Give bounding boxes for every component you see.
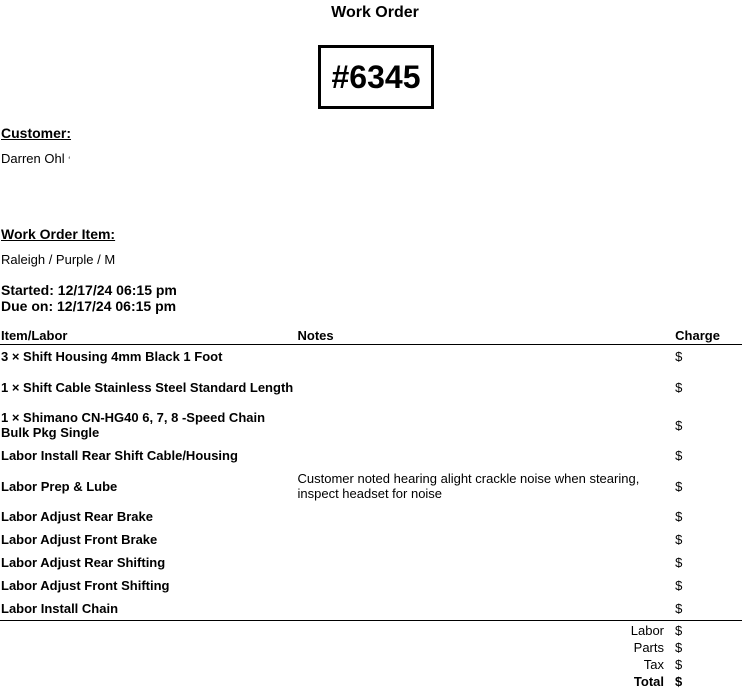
column-header-item: Item/Labor bbox=[0, 326, 297, 345]
table-row bbox=[0, 574, 742, 597]
row-notes bbox=[297, 574, 675, 597]
row-item: Labor Adjust Front Shifting bbox=[1, 578, 170, 593]
document-title: Work Order bbox=[331, 4, 419, 21]
row-item: Labor Adjust Rear Brake bbox=[1, 509, 153, 524]
row-charge: $ bbox=[675, 448, 683, 463]
row-charge: $ bbox=[675, 555, 683, 570]
row-item: Labor Install Rear Shift Cable/Housing bbox=[1, 448, 238, 463]
table-row bbox=[0, 444, 742, 467]
order-number: #6345 bbox=[331, 58, 421, 95]
row-notes bbox=[297, 528, 675, 551]
work-order-item-description: Raleigh / Purple / M bbox=[1, 252, 116, 267]
table-row bbox=[0, 551, 742, 574]
started-date: Started: 12/17/24 06:15 pm bbox=[1, 282, 177, 298]
totals-value: $ bbox=[675, 623, 683, 638]
row-charge: $ bbox=[675, 478, 683, 494]
totals-value: $ bbox=[675, 657, 683, 672]
row-charge: $ bbox=[675, 601, 683, 616]
totals-value: $ bbox=[675, 674, 683, 689]
table-row bbox=[0, 345, 742, 369]
row-item: Labor Prep & Lube bbox=[1, 478, 118, 494]
totals-block bbox=[0, 620, 742, 689]
row-item: 3 × Shift Housing 4mm Black 1 Foot bbox=[1, 349, 223, 364]
dates-block bbox=[1, 282, 177, 314]
totals-row-tax bbox=[0, 655, 742, 672]
row-notes bbox=[297, 444, 675, 467]
totals-label: Parts bbox=[633, 640, 664, 655]
totals-label: Tax bbox=[643, 657, 664, 672]
row-charge: $ bbox=[675, 509, 683, 524]
due-date: Due on: 12/17/24 06:15 pm bbox=[1, 298, 177, 314]
row-notes bbox=[297, 597, 675, 620]
row-notes bbox=[297, 551, 675, 574]
row-item: Labor Adjust Front Brake bbox=[1, 532, 158, 547]
table-row bbox=[0, 597, 742, 620]
work-order-item-heading: Work Order Item: bbox=[1, 226, 116, 242]
row-charge: $ bbox=[675, 379, 683, 395]
totals-label: Total bbox=[633, 674, 664, 689]
row-notes bbox=[297, 406, 675, 444]
row-charge: $ bbox=[675, 532, 683, 547]
items-table bbox=[0, 326, 742, 620]
totals-row-total bbox=[0, 672, 742, 689]
totals-value: $ bbox=[675, 640, 683, 655]
table-row bbox=[0, 406, 742, 444]
customer-name-trailing-mark: ‘ bbox=[68, 155, 71, 165]
row-item: 1 × Shimano CN-HG40 6, 7, 8 -Speed Chain Bulk Pkg Single bbox=[1, 410, 266, 440]
row-notes bbox=[297, 368, 675, 406]
row-charge: $ bbox=[675, 349, 683, 364]
table-row bbox=[0, 505, 742, 528]
row-charge: $ bbox=[675, 578, 683, 593]
table-row bbox=[0, 528, 742, 551]
totals-row-labor bbox=[0, 621, 742, 638]
table-row bbox=[0, 467, 742, 505]
row-notes: Customer noted hearing alight crackle noise when stearing, inspect headset for noise bbox=[297, 471, 640, 501]
row-item: 1 × Shift Cable Stainless Steel Standard Length bbox=[1, 379, 294, 395]
order-number-box bbox=[318, 45, 434, 109]
row-charge: $ bbox=[675, 417, 683, 433]
row-notes bbox=[297, 505, 675, 528]
customer-name: Darren Ohl bbox=[1, 151, 65, 166]
column-header-charge: Charge bbox=[674, 326, 742, 345]
row-item: Labor Adjust Rear Shifting bbox=[1, 555, 166, 570]
customer-name-line bbox=[1, 151, 70, 166]
column-header-notes: Notes bbox=[297, 326, 675, 345]
table-row bbox=[0, 368, 742, 406]
customer-heading: Customer: bbox=[1, 125, 72, 141]
row-item: Labor Install Chain bbox=[1, 601, 119, 616]
table-header-row bbox=[0, 326, 742, 345]
totals-label: Labor bbox=[630, 623, 664, 638]
totals-row-parts bbox=[0, 638, 742, 655]
row-notes bbox=[297, 345, 675, 369]
